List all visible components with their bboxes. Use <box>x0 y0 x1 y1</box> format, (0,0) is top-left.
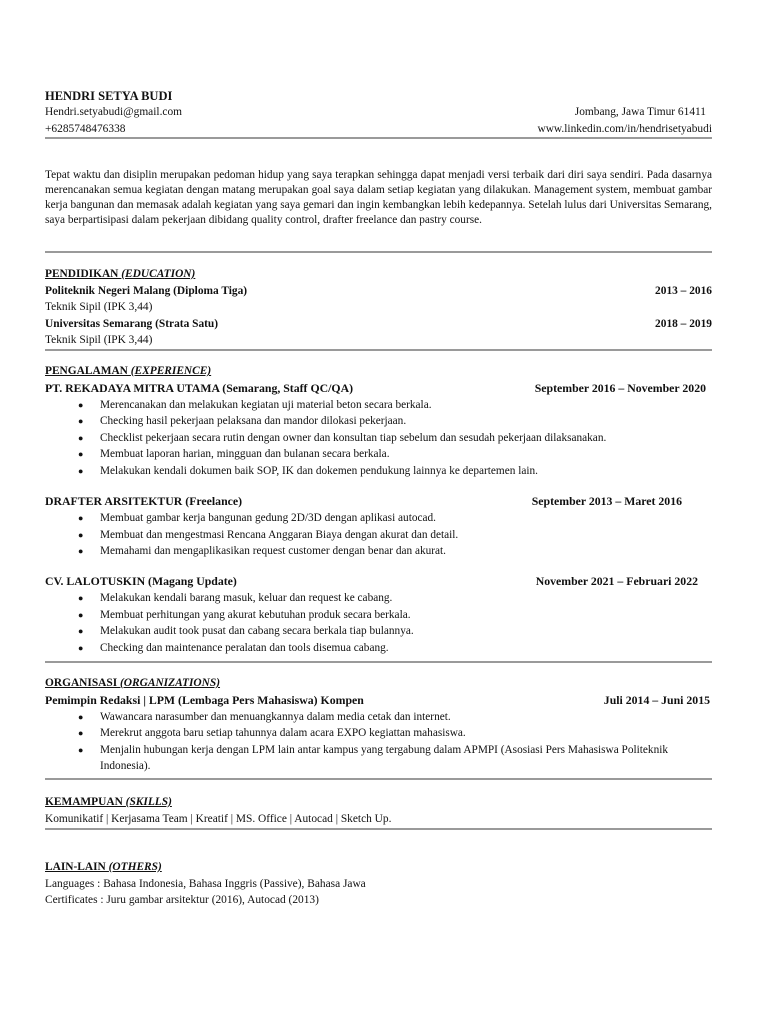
divider <box>45 137 712 139</box>
experience-job-3 <box>45 573 712 656</box>
divider <box>45 349 712 351</box>
school-years: 2018 – 2019 <box>655 317 712 330</box>
divider <box>45 828 712 830</box>
skills-section <box>45 794 712 827</box>
header <box>45 88 712 137</box>
organizations-section <box>45 675 712 775</box>
others-section <box>45 859 712 909</box>
list-item: ● Membuat laporan harian, mingguan dan bulanan secara berkala. <box>45 446 712 463</box>
job-header <box>45 380 712 397</box>
org-bullets <box>45 709 712 775</box>
job-bullets <box>45 590 712 656</box>
divider <box>45 661 712 663</box>
job-bullets <box>45 397 712 480</box>
list-item: ● Merencanakan dan melakukan kegiatan uji material beton secara berkala. <box>45 397 712 414</box>
skills-list: Komunikatif | Kerjasama Team | Kreatif | MS. Office | Autocad | Sketch Up. <box>45 812 392 825</box>
list-item: ● Melakukan audit took pusat dan cabang secara berkala tiap bulannya. <box>45 623 712 640</box>
list-item: ● Membuat dan mengestmasi Rencana Anggaran Biaya dengan akurat dan detail. <box>45 527 712 544</box>
email[interactable]: Hendri.setyabudi@gmail.com <box>45 106 183 118</box>
experience-heading: PENGALAMAN (EXPERIENCE) <box>45 365 212 377</box>
job-period: September 2016 – November 2020 <box>534 380 706 395</box>
list-item: ● Menjalin hubungan kerja dengan LPM lain antar kampus yang tergabung dalam APMPI (Asosiasi Pers Mahasiswa Politeknik Indonesia). <box>45 742 712 775</box>
summary-paragraph: Tepat waktu dan disiplin merupakan pedoman hidup yang saya terapkan sehingga dapat menjadi versi terbaik dari diri saya sendiri. Pada dasarnya merencanakan semua kegiatan dengan matang merupakan goal saya dalam setiap kegiatan yang dilakukan. Management system, membuat gambar kerja bangunan dan memasak adalah kegiatan yang saya gemari dan ingin kembangkan lebih kedepannya. Setelah lulus dari Universitas Semarang, saya berpartisipasi dalam pekerjaan dibidang quality control, drafter freelance dan pastry course. <box>45 169 712 226</box>
job-period: September 2013 – Maret 2016 <box>531 494 682 508</box>
certificates-line: Certificates : Juru gambar arsitektur (2016), Autocad (2013) <box>45 894 319 906</box>
list-item: ● Wawancara narasumber dan menuangkannya dalam media cetak dan internet. <box>45 709 712 726</box>
linkedin-url[interactable]: www.linkedin.com/in/hendrisetyabudi <box>537 122 712 135</box>
list-item: ● Merekrut anggota baru setiap tahunnya dalam acara EXPO kegiattan mahasiswa. <box>45 725 712 742</box>
education-item <box>45 316 712 333</box>
experience-job-2 <box>45 493 712 560</box>
org-role: Pemimpin Redaksi | LPM (Lembaga Pers Mahasiswa) Kompen <box>45 692 364 707</box>
list-item: ● Melakukan kendali dokumen baik SOP, IK dan dokemen pendukung lainnya ke departemen lain. <box>45 463 712 480</box>
list-item: ● Checking dan maintenance peralatan dan tools disemua cabang. <box>45 640 712 657</box>
org-header <box>45 692 712 709</box>
school-name: Universitas Semarang (Strata Satu) <box>45 317 219 330</box>
education-heading: PENDIDIKAN (EDUCATION) <box>45 268 196 280</box>
experience-section <box>45 363 712 479</box>
candidate-name: HENDRI SETYA BUDI <box>45 89 173 103</box>
school-name: Politeknik Negeri Malang (Diploma Tiga) <box>45 284 248 297</box>
location: Jombang, Jawa Timur 61411 <box>574 106 706 118</box>
phone: +6285748476338 <box>45 122 126 135</box>
divider <box>45 251 712 253</box>
list-item: ● Membuat gambar kerja bangunan gedung 2D/3D dengan aplikasi autocad. <box>45 510 712 527</box>
languages-line: Languages : Bahasa Indonesia, Bahasa Inggris (Passive), Bahasa Jawa <box>45 877 366 890</box>
skills-heading: KEMAMPUAN (SKILLS) <box>45 796 172 808</box>
organizations-heading: ORGANISASI (ORGANIZATIONS) <box>45 677 221 689</box>
school-years: 2013 – 2016 <box>655 284 712 297</box>
job-header <box>45 573 712 590</box>
job-title: DRAFTER ARSITEKTUR (Freelance) <box>45 494 243 508</box>
org-period: Juli 2014 – Juni 2015 <box>603 692 710 707</box>
others-heading: LAIN-LAIN (OTHERS) <box>45 861 162 873</box>
contact-row-2 <box>45 121 712 138</box>
divider <box>45 778 712 780</box>
education-detail: Teknik Sipil (IPK 3,44) <box>45 334 153 346</box>
job-title: PT. REKADAYA MITRA UTAMA (Semarang, Staff QC/QA) <box>45 380 354 395</box>
job-period: November 2021 – Februari 2022 <box>535 574 698 588</box>
list-item: ● Melakukan kendali barang masuk, keluar dan request ke cabang. <box>45 590 712 607</box>
list-item: ● Memahami dan mengaplikasikan request customer dengan benar dan akurat. <box>45 543 712 560</box>
job-title: CV. LALOTUSKIN (Magang Update) <box>45 574 237 588</box>
list-item: ● Checking hasil pekerjaan pelaksana dan mandor dilokasi pekerjaan. <box>45 413 712 430</box>
list-item: ● Checklist pekerjaan secara rutin dengan owner dan konsultan tiap sebelum dan sesudah pekerjaan dilaksanakan. <box>45 430 712 447</box>
job-bullets <box>45 510 712 560</box>
education-item <box>45 283 712 300</box>
education-section <box>45 266 712 349</box>
contact-row-1 <box>45 104 712 121</box>
job-header <box>45 493 712 510</box>
list-item: ● Membuat perhitungan yang akurat kebutuhan produk secara berkala. <box>45 607 712 624</box>
education-detail: Teknik Sipil (IPK 3,44) <box>45 301 153 313</box>
